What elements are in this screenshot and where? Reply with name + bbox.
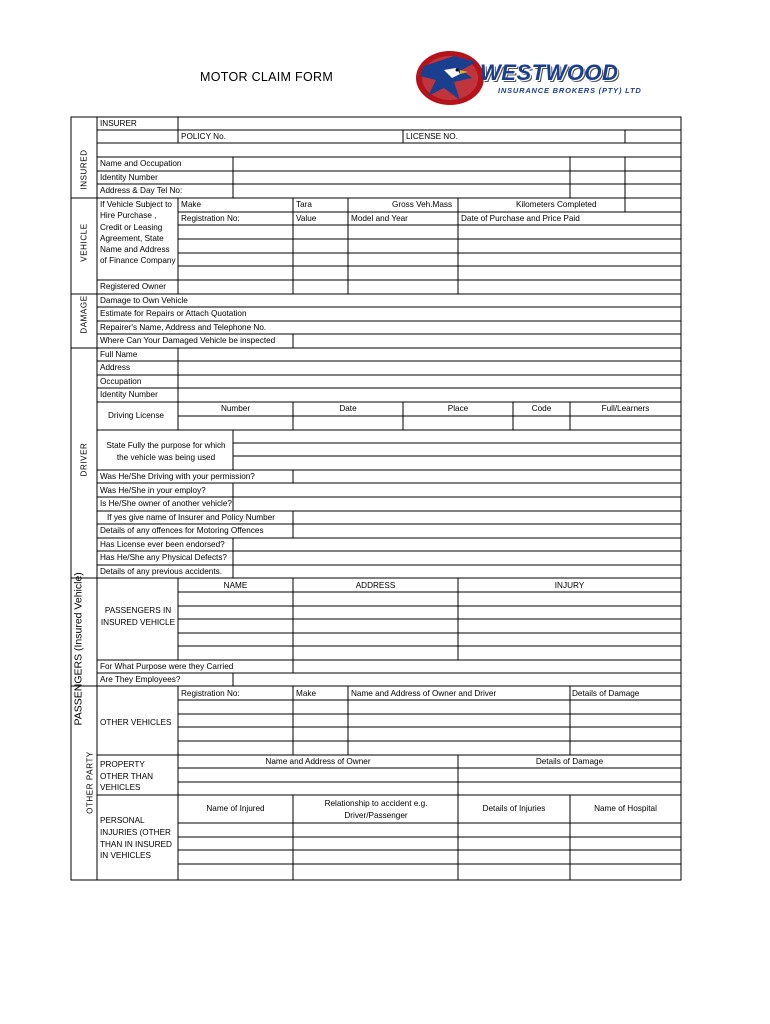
section-label-damage: DAMAGE	[79, 295, 89, 334]
other-owner-driver-label: Name and Address of Owner and Driver	[351, 689, 497, 698]
license-type-label: Full/Learners	[601, 404, 650, 413]
section-label-vehicle: VEHICLE	[79, 223, 89, 262]
other-registration-label: Registration No:	[181, 689, 240, 698]
license-place-label: Place	[447, 404, 469, 413]
license-date-label: Date	[339, 404, 357, 413]
form-title: MOTOR CLAIM FORM	[200, 70, 334, 84]
personal-injuries-label: PERSONAL INJURIES (OTHER THAN IN INSURED IN VEHICLES	[100, 816, 172, 861]
model-year-label: Model and Year	[351, 214, 408, 223]
injury-details-header: Details of Injuries	[482, 804, 546, 813]
section-label-passengers: PASSENGERS (Insured Vehicle)	[72, 572, 85, 726]
logo-subtitle: INSURANCE BROKERS (PTY) LTD	[498, 86, 642, 95]
registered-owner-label: Registered Owner	[100, 282, 166, 291]
previous-accidents-label: Details of any previous accidents.	[100, 567, 222, 576]
injured-name-header: Name of Injured	[206, 804, 265, 813]
passenger-purpose-label: For What Purpose were they Carried	[100, 662, 234, 671]
other-make-label: Make	[296, 689, 317, 698]
license-no-label: LICENSE NO.	[406, 132, 458, 141]
endorsed-label: Has License ever been endorsed?	[100, 540, 225, 549]
gross-mass-label: Gross Veh.Mass	[392, 200, 453, 209]
driving-license-label: Driving License	[108, 411, 164, 420]
license-number-label: Number	[220, 404, 251, 413]
property-owner-header: Name and Address of Owner	[265, 757, 371, 766]
insurer-label: INSURER	[100, 119, 137, 128]
driver-address-label: Address	[100, 363, 131, 372]
value-label: Value	[296, 214, 317, 223]
license-code-label: Code	[531, 404, 552, 413]
permission-label: Was He/She Driving with your permission?	[100, 472, 255, 481]
vehicle-purpose-label: State Fully the purpose for which the vehicle was being used	[106, 441, 226, 462]
offences-label: Details of any offences for Motoring Offences	[100, 526, 264, 535]
address-tel-label: Address & Day Tel No:	[100, 186, 183, 195]
identity-number-label: Identity Number	[100, 173, 158, 182]
hospital-header: Name of Hospital	[594, 804, 657, 813]
property-label: PROPERTY OTHER THAN VEHICLES	[100, 760, 154, 792]
section-label-insured: INSURED	[79, 149, 89, 190]
name-occupation-label: Name and Occupation	[100, 159, 182, 168]
section-label-other-party: OTHER PARTY	[85, 751, 95, 814]
defects-label: Has He/She any Physical Defects?	[100, 553, 227, 562]
passenger-employees-label: Are They Employees?	[100, 675, 181, 684]
km-completed-label: Kilometers Completed	[516, 200, 597, 209]
inspection-location-label: Where Can Your Damaged Vehicle be inspected	[100, 336, 276, 345]
insurer-policy-label: If yes give name of Insurer and Policy Number	[107, 513, 275, 522]
registration-no-label: Registration No:	[181, 214, 240, 223]
passenger-name-header: NAME	[223, 581, 248, 590]
passenger-injury-header: INJURY	[554, 581, 585, 590]
estimate-label: Estimate for Repairs or Attach Quotation	[100, 309, 247, 318]
section-label-driver: DRIVER	[79, 442, 89, 477]
relationship-header: Relationship to accident e.g. Driver/Passenger	[324, 799, 428, 820]
other-damage-label: Details of Damage	[572, 689, 640, 698]
driver-full-name-label: Full Name	[100, 350, 138, 359]
passengers-insured-label: PASSENGERS IN INSURED VEHICLE	[100, 606, 176, 627]
driver-occupation-label: Occupation	[100, 377, 142, 386]
own-damage-label: Damage to Own Vehicle	[100, 296, 188, 305]
employ-label: Was He/She in your employ?	[100, 486, 206, 495]
policy-no-label: POLICY No.	[181, 132, 226, 141]
purchase-date-price-label: Date of Purchase and Price Paid	[461, 214, 580, 223]
driver-identity-label: Identity Number	[100, 390, 158, 399]
property-damage-header: Details of Damage	[535, 757, 604, 766]
repairer-label: Repairer's Name, Address and Telephone No.	[100, 323, 267, 332]
passenger-address-header: ADDRESS	[355, 581, 396, 590]
logo-wordmark: WESTWOOD	[480, 60, 619, 85]
finance-company-label: If Vehicle Subject to Hire Purchase , Credit or Leasing Agreement, State Name and Address of Finance Company	[100, 200, 176, 266]
make-label: Make	[181, 200, 202, 209]
other-vehicles-label: OTHER VEHICLES	[100, 718, 172, 727]
insurer-field[interactable]	[179, 118, 680, 130]
owner-other-label: Is He/She owner of another vehicle?	[100, 499, 232, 508]
tara-label: Tara	[296, 200, 312, 209]
